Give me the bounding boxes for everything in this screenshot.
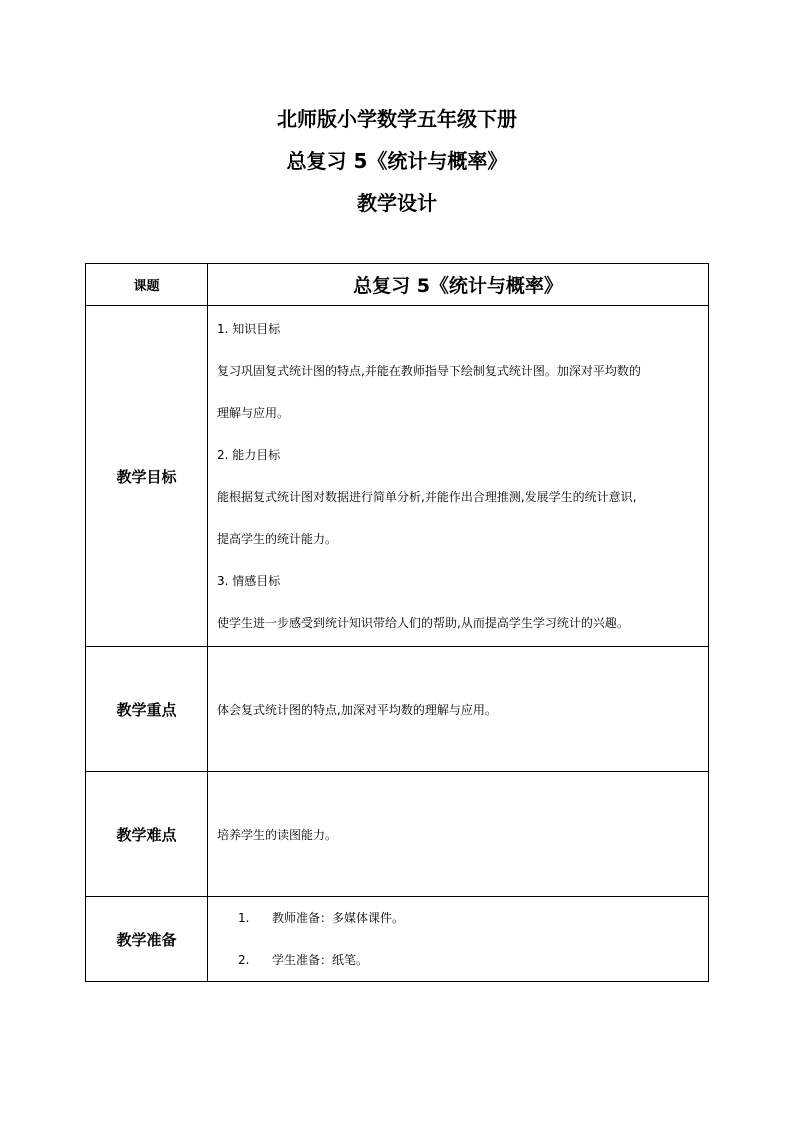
- key-points-content: [208, 647, 709, 772]
- preparation-item-text: 学生准备：纸笔。: [272, 953, 369, 967]
- key-points-row: [86, 647, 709, 772]
- preparation-item-text: 教师准备：多媒体课件。: [272, 911, 405, 925]
- goals-label: 教学目标: [86, 306, 208, 647]
- preparation-item-number: 2.: [238, 953, 250, 967]
- goal-line: 2. 能力目标: [217, 448, 281, 462]
- topic-label: 课题: [86, 264, 208, 306]
- difficulties-label: 教学难点: [86, 772, 208, 897]
- document-subtitle: 总复习 5《统计与概率》: [286, 149, 508, 173]
- goals-row: [86, 306, 709, 647]
- key-points-text: 体会复式统计图的特点,加深对平均数的理解与应用。: [217, 702, 497, 717]
- document-type-title: 教学设计: [357, 191, 437, 215]
- preparation-row: [86, 897, 709, 982]
- goal-line: 1. 知识目标: [217, 322, 281, 336]
- document-title: 北师版小学数学五年级下册: [277, 107, 517, 131]
- preparation-item: [238, 897, 708, 939]
- preparation-item: [238, 939, 708, 981]
- goal-line: 提高学生的统计能力。: [217, 532, 338, 546]
- preparation-label: 教学准备: [86, 897, 208, 982]
- key-points-label: 教学重点: [86, 647, 208, 772]
- goal-line: 使学生进一步感受到统计知识带给人们的帮助,从而提高学生学习统计的兴趣。: [217, 616, 629, 630]
- lesson-plan-table: [85, 263, 709, 982]
- goals-content: [208, 306, 709, 647]
- goal-line: 理解与应用。: [217, 406, 290, 420]
- goal-line: 3. 情感目标: [217, 574, 281, 588]
- difficulties-text: 培养学生的读图能力。: [217, 827, 338, 842]
- preparation-item-number: 1.: [238, 911, 250, 925]
- preparation-content: [208, 897, 709, 982]
- difficulties-content: [208, 772, 709, 897]
- goal-line: 复习巩固复式统计图的特点,并能在教师指导下绘制复式统计图。加深对平均数的: [217, 364, 641, 378]
- difficulties-row: [86, 772, 709, 897]
- topic-row: [86, 264, 709, 306]
- goal-line: 能根据复式统计图对数据进行简单分析,并能作出合理推测,发展学生的统计意识,: [217, 490, 637, 504]
- topic-value: 总复习 5《统计与概率》: [208, 264, 709, 306]
